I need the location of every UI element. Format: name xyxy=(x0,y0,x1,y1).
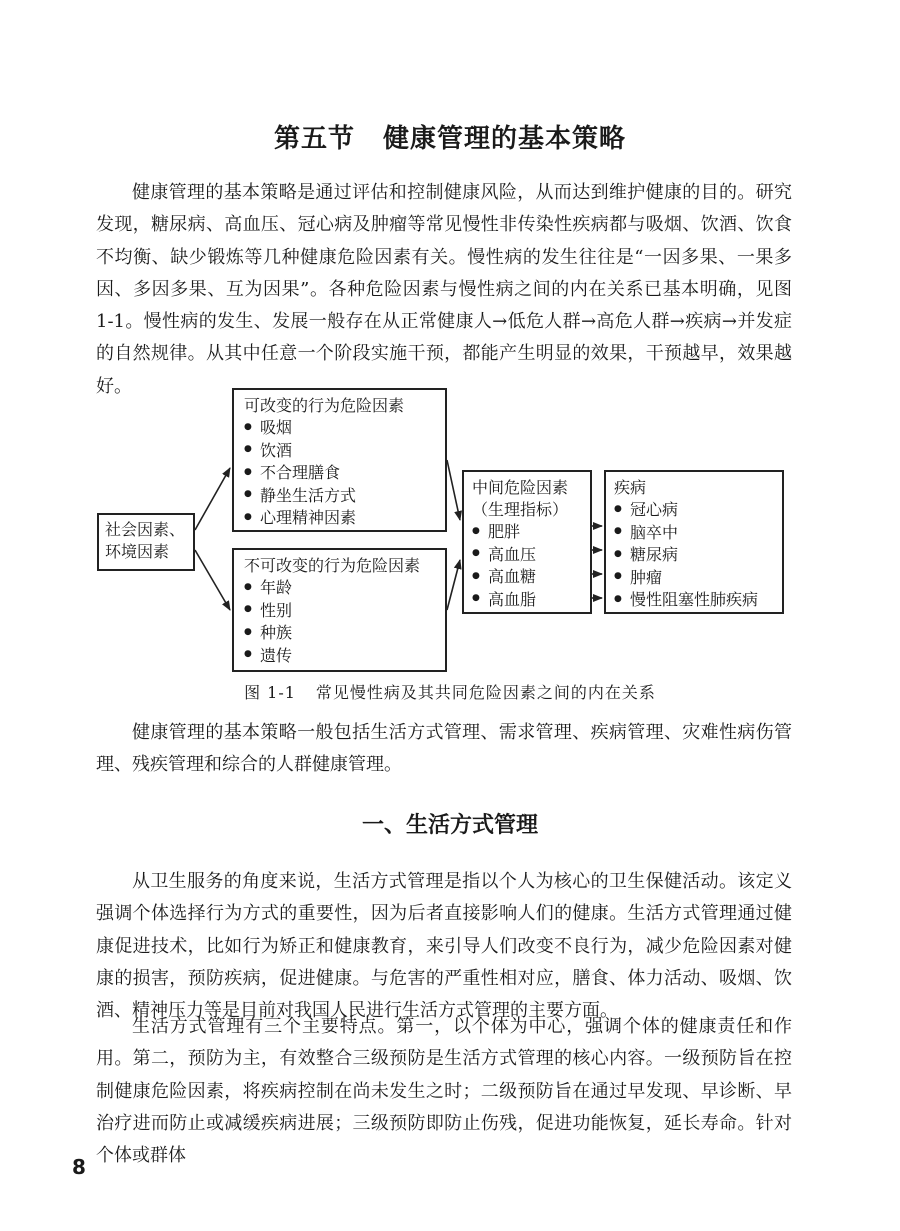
list-item: ● 慢性阻塞性肺疾病 xyxy=(614,589,774,612)
arrow-modifiable-to-intermediate xyxy=(447,460,460,520)
disease-title: 疾病 xyxy=(614,478,647,497)
disease-list xyxy=(614,499,774,612)
list-item: ● 心理精神因素 xyxy=(244,507,435,530)
figure-1-1 xyxy=(0,380,900,710)
paragraph-strategies: 健康管理的基本策略一般包括生活方式管理、需求管理、疾病管理、灾难性病伤管理、残疾管理和综合的人群健康管理。 xyxy=(96,722,792,776)
list-item: ● 不合理膳食 xyxy=(244,462,435,485)
section-title-text: 健康管理的基本策略 xyxy=(383,124,627,154)
section-number: 第五节 xyxy=(273,124,355,154)
modifiable-risk-title: 可改变的行为危险因素 xyxy=(244,396,405,415)
non-modifiable-risk-box xyxy=(232,548,447,672)
arrow-social-to-nonmodifiable xyxy=(195,550,230,610)
list-item: ● 年龄 xyxy=(244,577,435,600)
figure-caption-number: 图 1-1 xyxy=(244,683,296,702)
list-item: ● 高血脂 xyxy=(472,589,582,612)
modifiable-risk-box xyxy=(232,388,447,532)
list-item: ● 肥胖 xyxy=(472,521,582,544)
arrow-nonmodifiable-to-intermediate xyxy=(447,560,460,610)
social-environment-box xyxy=(97,513,195,571)
list-item: ● 肿瘤 xyxy=(614,567,774,590)
list-item: ● 吸烟 xyxy=(244,417,435,440)
paragraph-lifestyle-features: 生活方式管理有三个主要特点。第一，以个体为中心，强调个体的健康责任和作用。第二，预防为主，有效整合三级预防是生活方式管理的核心内容。一级预防旨在控制健康危险因素，将疾病控制在尚未发生之时；二级预防旨在通过早发现、早诊断、早治疗进而防止或减缓疾病进展；三级预防即防止伤残，促进功能恢复，延长寿命。针对个体或群体 xyxy=(96,1016,792,1167)
subsection-heading: 一、生活方式管理 xyxy=(361,813,538,838)
non-modifiable-risk-title: 不可改变的行为危险因素 xyxy=(244,556,421,575)
arrow-social-to-modifiable xyxy=(195,468,230,530)
paragraph-lifestyle-definition: 从卫生服务的角度来说，生活方式管理是指以个人为核心的卫生保健活动。该定义强调个体选择行为方式的重要性，因为后者直接影响人们的健康。生活方式管理通过健康促进技术，比如行为矫正和健康教育，来引导人们改变不良行为，减少危险因素对健康的损害，预防疾病，促进健康。与危害的严重性相对应，膳食、体力活动、吸烟、饮酒、精神压力等是目前对我国人民进行生活方式管理的主要方面。 xyxy=(96,871,792,1022)
list-item: ● 性别 xyxy=(244,600,435,623)
intermediate-risk-subtitle: （生理指标） xyxy=(472,500,569,519)
list-item: ● 高血糖 xyxy=(472,566,582,589)
modifiable-risk-list xyxy=(244,417,435,530)
disease-box xyxy=(604,470,784,614)
section-heading xyxy=(0,118,900,155)
list-item: ● 饮酒 xyxy=(244,440,435,463)
intermediate-risk-title: 中间危险因素 xyxy=(472,478,569,497)
social-box-line-2: 环境因素 xyxy=(105,542,170,561)
list-item: ● 冠心病 xyxy=(614,499,774,522)
paragraph-intro: 健康管理的基本策略是通过评估和控制健康风险，从而达到维护健康的目的。研究发现，糖尿病、高血压、冠心病及肿瘤等常见慢性非传染性疾病都与吸烟、饮酒、饮食不均衡、缺少锻炼等几种健康危险因素有关。慢性病的发生往往是“一因多果、一果多因、多因多果、互为因果”。各种危险因素与慢性病之间的内在关系已基本明确，见图 1-1。慢性病的发生、发展一般存在从正常健康人→低危人群→高危人群→疾病→并发症的自然规律。从其中任意一个阶段实施干预，都能产生明显的效果，干预越早，效果越好。 xyxy=(96,182,792,397)
social-box-line-1: 社会因素、 xyxy=(105,520,186,539)
list-item: ● 糖尿病 xyxy=(614,544,774,567)
intermediate-risk-box xyxy=(462,470,592,614)
list-item: ● 遗传 xyxy=(244,645,435,668)
list-item: ● 种族 xyxy=(244,622,435,645)
figure-caption-text: 常见慢性病及其共同危险因素之间的内在关系 xyxy=(315,683,656,702)
list-item: ● 静坐生活方式 xyxy=(244,485,435,508)
list-item: ● 高血压 xyxy=(472,544,582,567)
figure-caption xyxy=(0,680,900,703)
list-item: ● 脑卒中 xyxy=(614,522,774,545)
page-number: 8 xyxy=(72,1155,86,1179)
intermediate-risk-list xyxy=(472,521,582,611)
non-modifiable-risk-list xyxy=(244,577,435,667)
